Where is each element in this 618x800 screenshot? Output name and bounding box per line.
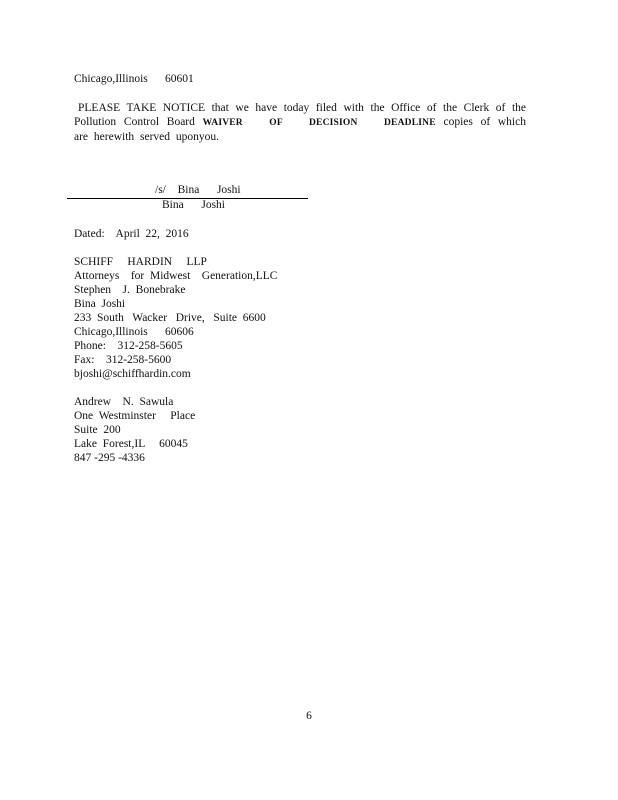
- firm-attorney-2: Bina Joshi: [74, 298, 126, 310]
- notice-bold-title: WAIVER OF DECISION DEADLINE: [202, 118, 436, 128]
- notice-text-before: PLEASE TAKE NOTICE that we have today filed with the Office of the Clerk of the Pollution Control Board: [74, 102, 526, 128]
- second-city: Lake Forest,IL 60045: [74, 438, 188, 450]
- firm-attorneys-for: Attorneys for Midwest Generation,LLC: [74, 270, 278, 282]
- firm-fax: Fax: 312-258-5600: [74, 354, 172, 366]
- notice-text-after: copies of which are herewith served uponyou.: [74, 116, 526, 143]
- firm-street: 233 South Wacker Drive, Suite 6600: [74, 312, 266, 324]
- firm-attorney-1: Stephen J. Bonebrake: [74, 284, 186, 296]
- top-address: Chicago,Illinois 60601: [74, 73, 194, 85]
- signature-slash-s: /s/ Bina Joshi: [155, 184, 241, 196]
- firm-phone: Phone: 312-258-5605: [74, 340, 183, 352]
- firm-name: SCHIFF HARDIN LLP: [74, 256, 207, 268]
- page-number: 6: [306, 710, 312, 722]
- second-street: One Westminster Place: [74, 410, 196, 422]
- firm-city: Chicago,Illinois 60606: [74, 326, 194, 338]
- second-suite: Suite 200: [74, 424, 121, 436]
- second-phone: 847 -295 -4336: [74, 452, 145, 464]
- notice-paragraph: [74, 101, 526, 144]
- second-attorney-name: Andrew N. Sawula: [74, 396, 174, 408]
- signature-name: Bina Joshi: [162, 199, 225, 211]
- firm-email: bjoshi@schiffhardin.com: [74, 368, 191, 380]
- dated-line: Dated: April 22, 2016: [74, 228, 189, 240]
